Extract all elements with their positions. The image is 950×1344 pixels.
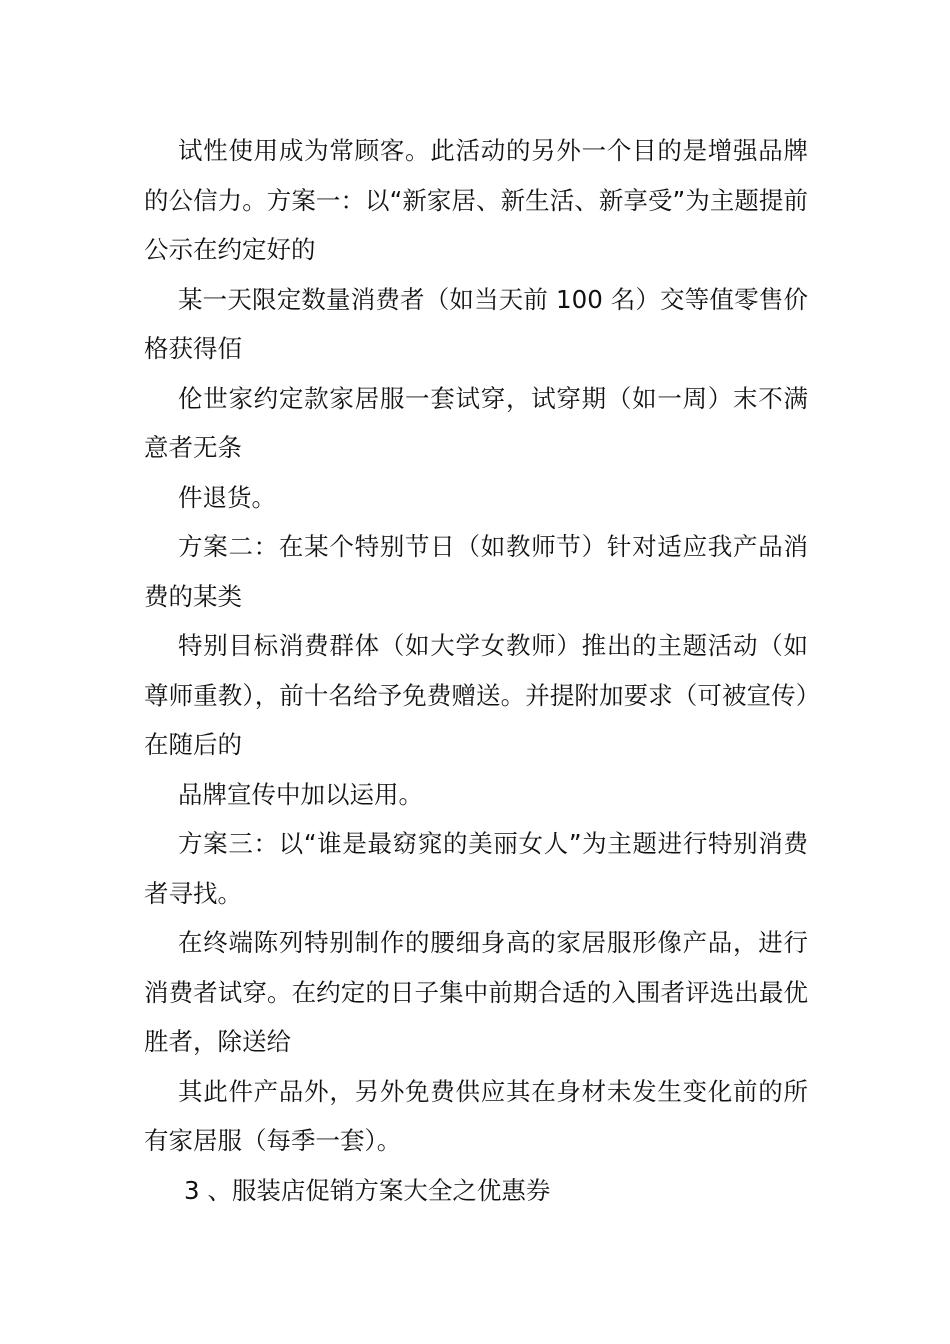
paragraph-7: 品牌宣传中加以运用。 xyxy=(178,779,423,809)
paragraph-3: 伦世家约定款家居服一套试穿，试穿期（如一周）末不满意者无条 xyxy=(144,383,808,462)
paragraph-5: 方案二：在某个特别节日（如教师节）针对适应我产品消费的某类 xyxy=(144,532,808,611)
paragraph-1: 试性使用成为常顾客。此活动的另外一个目的是增强品牌的公信力。方案一：以“新家居、新生活、新享受”为主题提前公示在约定好的 xyxy=(144,136,808,264)
document-body xyxy=(144,126,808,1215)
paragraph-8: 方案三：以“谁是最窈窕的美丽女人”为主题进行特别消费者寻找。 xyxy=(144,829,808,908)
paragraph-2: 某一天限定数量消费者（如当天前 100 名）交等值零售价格获得佰 xyxy=(144,284,808,363)
paragraph-9: 在终端陈列特别制作的腰细身高的家居服形像产品，进行消费者试穿。在约定的日子集中前期合适的入围者评选出最优胜者，除送给 xyxy=(144,928,808,1056)
paragraph-6: 特别目标消费群体（如大学女教师）推出的主题活动（如尊师重教），前十名给予免费赠送。并提附加要求（可被宣传）在随后的 xyxy=(144,631,808,759)
paragraph-10: 其此件产品外，另外免费供应其在身材未发生变化前的所有家居服（每季一套）。 xyxy=(144,1076,808,1155)
paragraph-4: 件退货。 xyxy=(178,482,276,512)
section-heading: 3 、服装店促销方案大全之优惠券 xyxy=(184,1175,551,1205)
